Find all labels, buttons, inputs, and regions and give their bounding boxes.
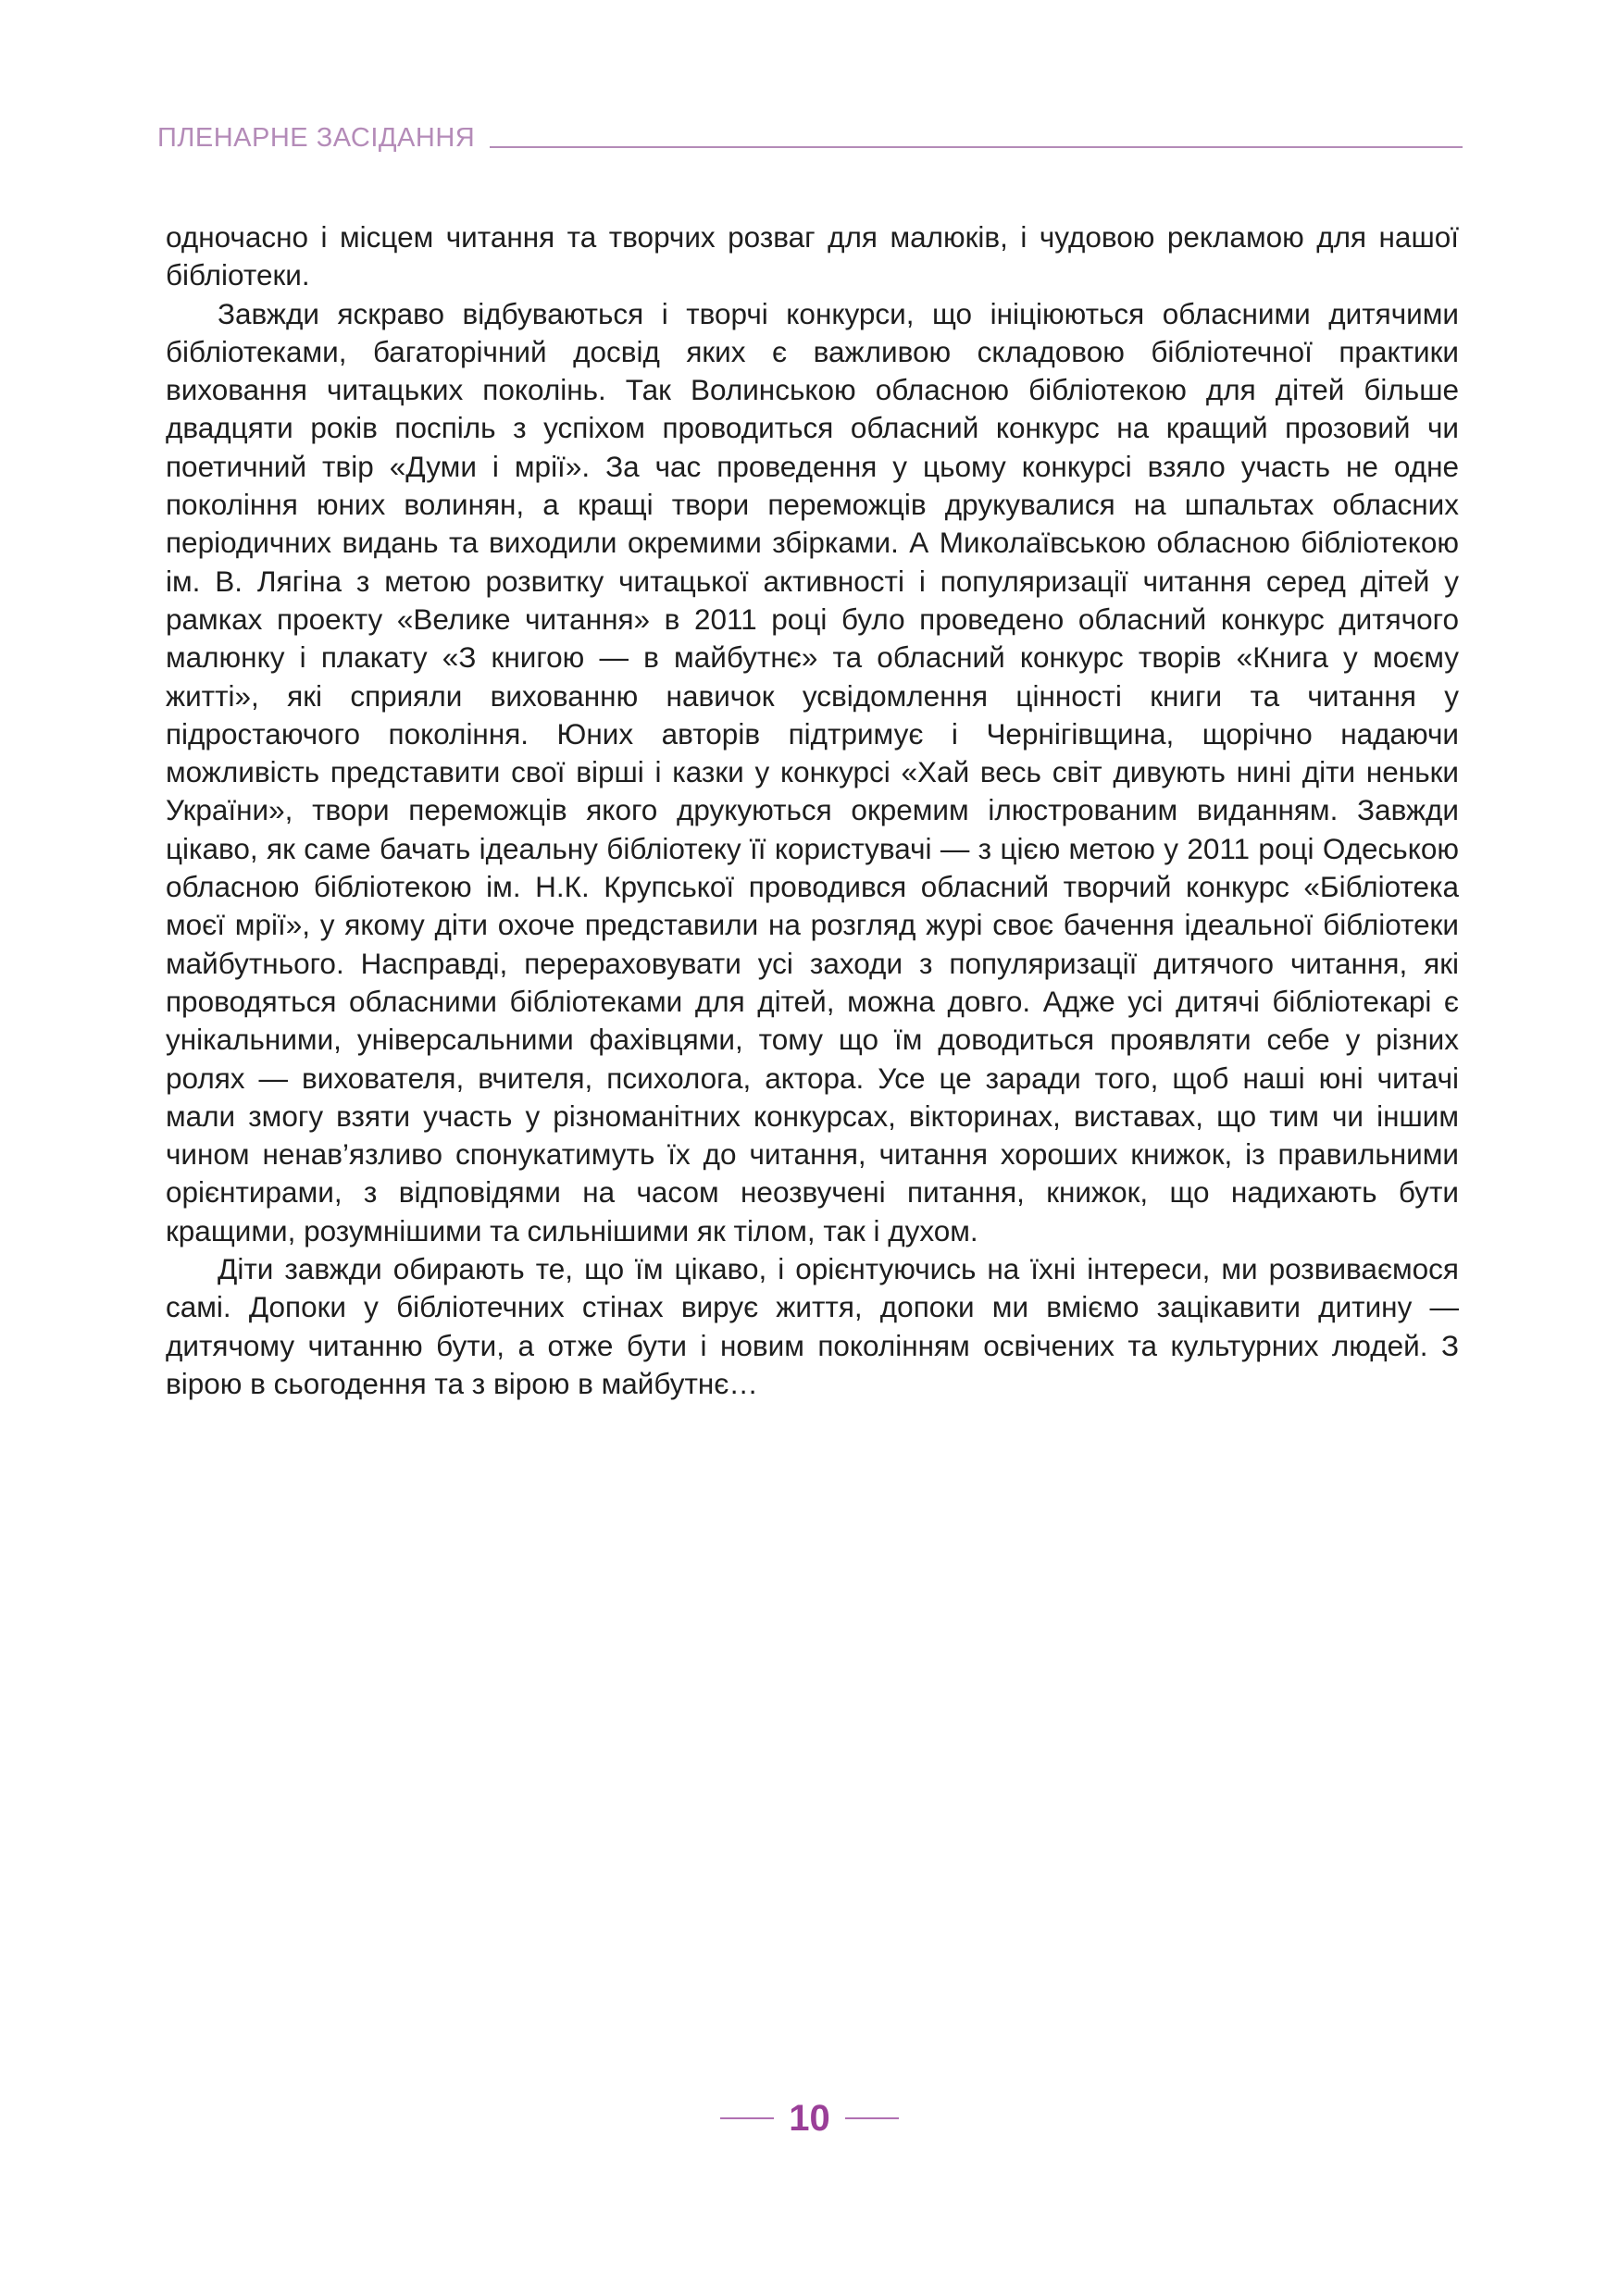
article-body	[166, 218, 1459, 1403]
paragraph-conclusion: Діти завжди обирають те, що їм цікаво, і орієнтуючись на їхні інтереси, ми розвиваємося самі. Допоки у бібліотечних стінах вирує життя, допоки ми вміємо зацікавити дитину — дитячому читанню бути, а отже бути і новим поколінням освічених та культурних людей. З вірою в сьогодення та з вірою в майбутнє…	[166, 1252, 1459, 1400]
paragraph-continuation: одночасно і місцем читання та творчих розваг для малюків, і чудовою рекламою для нашої бібліотеки.	[166, 220, 1459, 292]
paragraph-creative-contests: Завжди яскраво відбуваються і творчі конкурси, що ініціюються обласними дитячими бібліотеками, багаторічний досвід яких є важливою складовою бібліотечної практики виховання читацьких поколінь. Так Волинською обласною бібліотекою для дітей більше двадцяти років поспіль з успіхом проводиться обласний конкурс на кращий прозовий чи поетичний твір «Думи і мрії». За час проведення у цьому конкурсі взяло участь не одне покоління юних волинян, а кращі твори переможців друкувалися на шпальтах обласних періодичних видань та виходили окремими збірками. А Миколаївською обласною бібліотекою ім. В. Лягіна з метою розвитку читацької активності і популяризації читання серед дітей у рамках проекту «Велике читання» в 2011 році було проведено обласний конкурс дитячого малюнку і плакату «З книгою — в майбутнє» та обласний конкурс творів «Книга у моєму житті», які сприяли вихованню навичок усвідомлення цінності книги та читання у підростаючого покоління. Юних авторів підтримує і Чернігівщина, щорічно надаючи можливість представити свої вірші і казки у конкурсі «Хай весь світ дивують нині діти неньки України», твори переможців якого друкуються окремим ілюстрованим виданням. Завжди цікаво, як саме бачать ідеальну бібліотеку її користувачі — з цією метою у 2011 році Одеською обласною бібліотекою ім. Н.К. Крупської проводився обласний творчий конкурс «Бібліотека моєї мрії», у якому діти охоче представили на розгляд журі своє бачення ідеальної бібліотеки майбутнього. Насправді, перераховувати усі заходи з популяризації дитячого читання, які проводяться обласними бібліотеками для дітей, можна довго. Адже усі дитячі бібліотекарі є унікальними, універсальними фахівцями, тому що їм доводиться проявляти себе у різних ролях — вихователя, вчителя, психолога, актора. Усе це заради того, щоб наші юні читачі мали змогу взяти участь у різноманітних конкурсах, вікторинах, виставах, що тим чи іншим чином ненав’язливо спонукатимуть їх до читання, читання хороших книжок, із правильними орієнтирами, з відповідями на часом неозвучені питання, книжок, що надихають бути кращими, розумнішими та сильнішими як тілом, так і духом.	[166, 296, 1459, 1247]
page-number-rule-right	[845, 2117, 899, 2119]
running-header	[157, 118, 1463, 152]
header-rule	[490, 146, 1463, 148]
section-title: ПЛЕНАРНЕ ЗАСІДАННЯ	[157, 123, 476, 153]
page-number-rule-left	[720, 2117, 774, 2119]
page-footer	[0, 2097, 1619, 2140]
page-number: 10	[789, 2098, 830, 2139]
